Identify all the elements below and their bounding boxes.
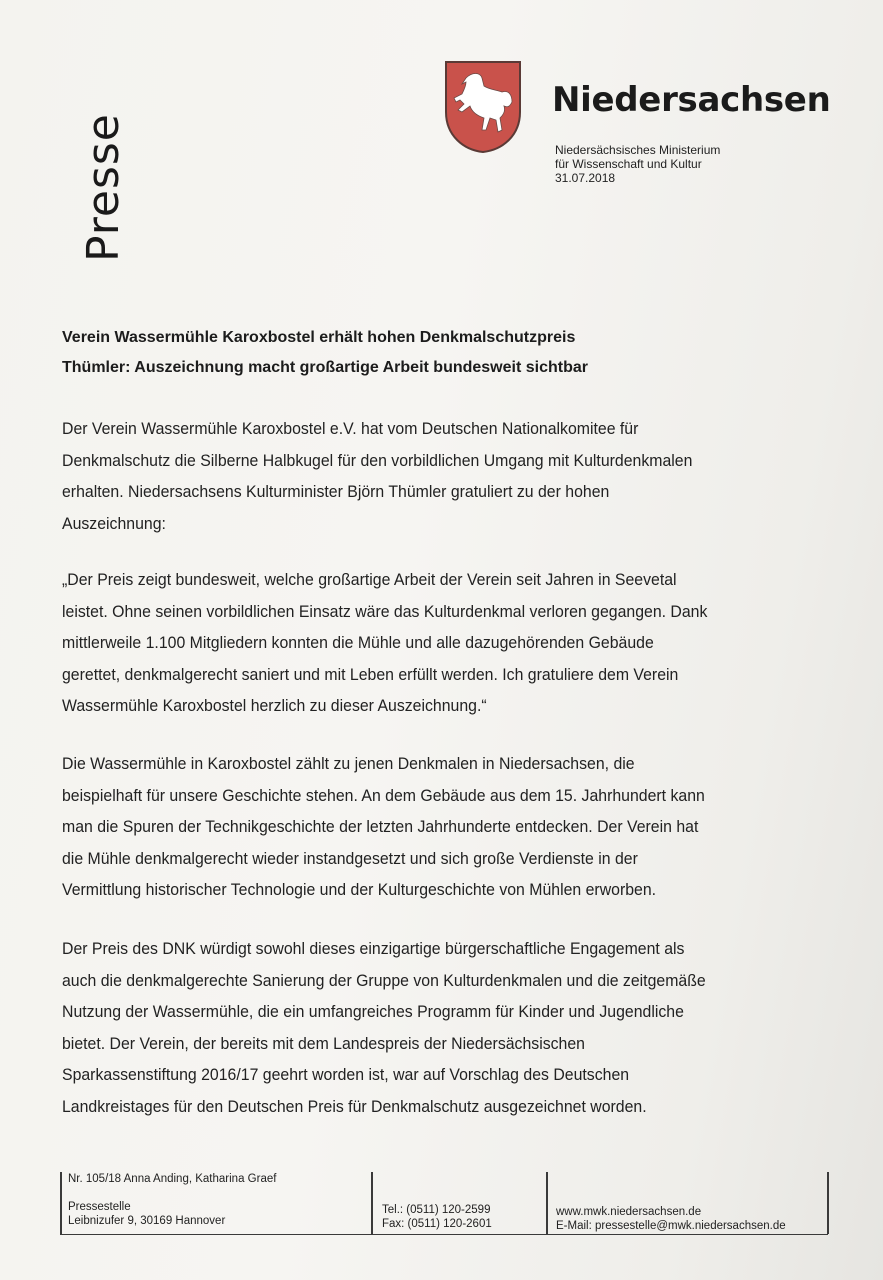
fax-number: Fax: (0511) 120-2601: [382, 1218, 492, 1230]
text-line: Die Wassermühle in Karoxbostel zählt zu jenen Denkmalen in Niedersachsen, die: [62, 755, 635, 773]
text-line: Nutzung der Wassermühle, die ein umfangreiches Programm für Kinder und Jugendliche: [62, 1003, 684, 1021]
body-paragraph-1: [62, 420, 692, 546]
body-paragraph-quote: [62, 571, 707, 729]
brand-name: Niedersachsen: [552, 80, 831, 120]
text-line: Wassermühle Karoxbostel herzlich zu dieser Auszeichnung.“: [62, 697, 487, 715]
body-paragraph-4: [62, 940, 706, 1129]
body-paragraph-3: [62, 755, 705, 913]
text-line: auch die denkmalgerechte Sanierung der Gruppe von Kulturdenkmalen und die zeitgemäße: [62, 971, 706, 990]
ministry-name-line-1: Niedersächsisches Ministerium: [555, 143, 721, 157]
text-line: Denkmalschutz die Silberne Halbkugel für den vorbildlichen Umgang mit Kulturdenkmalen: [62, 451, 693, 470]
footer-divider: [60, 1172, 62, 1234]
ministry-info: [555, 143, 720, 185]
press-office-address: Leibnizufer 9, 30169 Hannover: [68, 1215, 226, 1227]
release-number-authors: Nr. 105/18 Anna Anding, Katharina Graef: [68, 1173, 277, 1185]
text-line: mittlerweile 1.100 Mitgliedern konnten die Mühle und alle dazugehörenden Gebäude: [62, 634, 654, 652]
text-line: Vermittlung historischer Technologie und der Kulturgeschichte von Mühlen erworben.: [62, 881, 657, 899]
headline-subtitle: Thümler: Auszeichnung macht großartige Arbeit bundesweit sichtbar: [62, 359, 588, 376]
footer-divider: [827, 1172, 829, 1234]
text-line: „Der Preis zeigt bundesweit, welche großartige Arbeit der Verein seit Jahren in Seevetal: [62, 571, 677, 589]
presse-label: Presse: [78, 113, 129, 262]
text-line: die Mühle denkmalgerecht wieder instandgesetzt und sich große Verdienste in der: [62, 849, 638, 868]
footer-divider: [371, 1172, 373, 1234]
text-line: Der Preis des DNK würdigt sowohl dieses einzigartige bürgerschaftliche Engagement als: [62, 940, 685, 958]
text-line: Sparkassenstiftung 2016/17 geehrt worden ist, war auf Vorschlag des Deutschen: [62, 1066, 630, 1084]
text-line: Der Verein Wassermühle Karoxbostel e.V. hat vom Deutschen Nationalkomitee für: [62, 420, 639, 438]
ministry-name-line-2: für Wissenschaft und Kultur: [555, 157, 702, 171]
lower-saxony-crest-icon: [444, 60, 522, 154]
email-link[interactable]: E-Mail: pressestelle@mwk.niedersachsen.de: [556, 1220, 786, 1232]
text-line: bietet. Der Verein, der bereits mit dem Landespreis der Niedersächsischen: [62, 1034, 585, 1053]
text-line: gerettet, denkmalgerecht saniert und mit Leben erfüllt werden. Ich gratuliere dem Verein: [62, 665, 679, 684]
text-line: Landkreistages für den Deutschen Preis für Denkmalschutz ausgezeichnet worden.: [62, 1097, 647, 1116]
footer-contact-box: [60, 1172, 828, 1235]
text-line: man die Spuren der Technikgeschichte der letzten Jahrhunderte entdecken. Der Verein hat: [62, 818, 699, 836]
headline-title: Verein Wassermühle Karoxbostel erhält hohen Denkmalschutzpreis: [62, 329, 576, 346]
headline-block: [62, 329, 588, 389]
footer-divider: [546, 1172, 548, 1234]
text-line: Auszeichnung:: [62, 514, 166, 533]
press-office-label: Pressestelle: [68, 1201, 131, 1213]
text-line: leistet. Ohne seinen vorbildlichen Einsatz wäre das Kulturdenkmal verloren gegangen. Dank: [62, 602, 708, 621]
website-link[interactable]: www.mwk.niedersachsen.de: [556, 1206, 702, 1218]
phone-number: Tel.: (0511) 120-2599: [382, 1204, 491, 1216]
text-line: erhalten. Niedersachsens Kulturminister Björn Thümler gratuliert zu der hohen: [62, 483, 610, 501]
release-date: 31.07.2018: [555, 171, 616, 185]
text-line: beispielhaft für unsere Geschichte stehen. An dem Gebäude aus dem 15. Jahrhundert kann: [62, 786, 705, 805]
